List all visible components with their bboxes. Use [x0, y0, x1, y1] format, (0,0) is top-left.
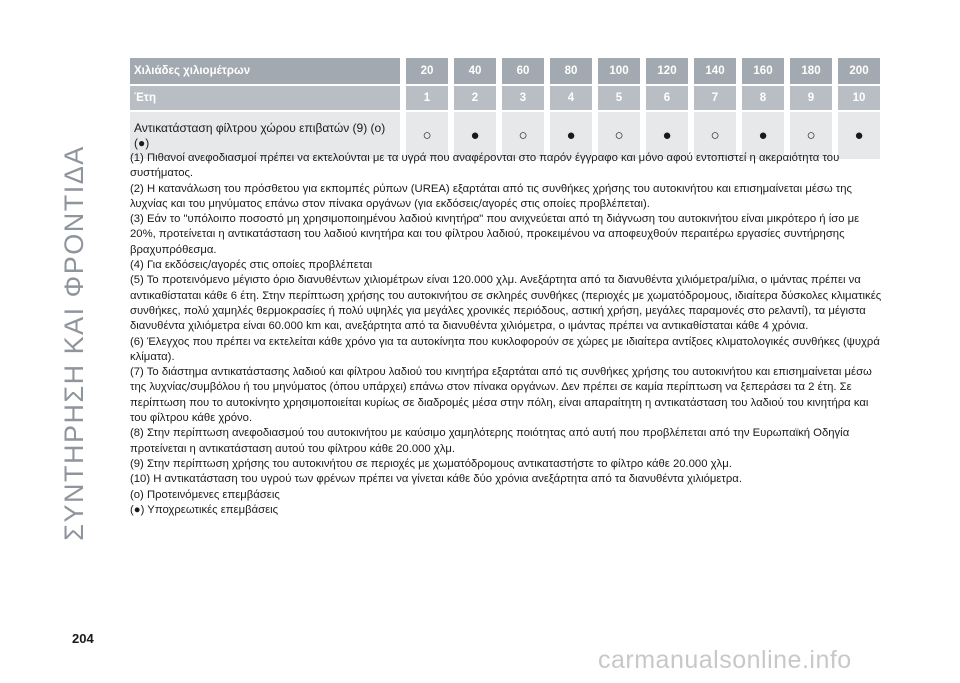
year-cell: 5	[592, 84, 640, 110]
mileage-cell: 120	[640, 58, 688, 84]
year-cell: 4	[544, 84, 592, 110]
service-mark: ●	[854, 127, 864, 144]
mileage-header-row	[130, 58, 880, 84]
mileage-cell: 80	[544, 58, 592, 84]
page-number: 204	[72, 631, 94, 646]
service-mark: ○	[422, 127, 432, 144]
mileage-cell: 60	[496, 58, 544, 84]
watermark: carmanualsonline.info	[598, 646, 852, 674]
service-mark: ●	[566, 127, 576, 144]
footnote: (ο) Προτεινόμενες επεμβάσεις	[130, 488, 280, 501]
years-label: Έτη	[130, 84, 400, 110]
year-cell: 1	[400, 84, 448, 110]
service-mark: ●	[758, 127, 768, 144]
year-cell: 8	[736, 84, 784, 110]
footnote: (4) Για εκδόσεις/αγορές στις οποίες προβλέπεται	[130, 259, 373, 272]
footnote: (●) Υποχρεωτικές επεμβάσεις	[130, 503, 279, 516]
mileage-cell: 40	[448, 58, 496, 84]
footnote: (10) Η αντικατάσταση του υγρού των φρένων πρέπει να γίνεται κάθε δύο χρόνια ανεξάρτητα από τα διανυθέντα χιλιόμετρα.	[130, 473, 742, 486]
mileage-cell: 180	[784, 58, 832, 84]
service-mark: ○	[518, 127, 528, 144]
year-cell: 3	[496, 84, 544, 110]
mileage-cell: 160	[736, 58, 784, 84]
service-mark: ●	[470, 127, 480, 144]
footnote: (6) Έλεγχος που πρέπει να εκτελείται κάθε χρόνο για τα αυτοκίνητα που κυκλοφορούν σε χώρες με ιδιαίτερα αντίξοες κλιματολογικές συνθήκες (ψυχρά κλίματα).	[130, 335, 880, 363]
service-mark: ○	[806, 127, 816, 144]
footnote: (5) Το προτεινόμενο μέγιστο όριο διανυθέντων χιλιομέτρων είναι 120.000 χλμ. Ανεξάρτητα από τα διανυθέντα χιλιόμετρα/μίλια, ο ιμάντας πρέπει να αντικαθίσταται κάθε 6 έτη. Στην περίπτωση χρήσης του αυτοκινήτου σε σκληρές συνθήκες (περιοχές με χωματόδρομους, ιδιαίτερα δύσκολες κλιματικές συνθήκες, πολύ χαμηλές θερμοκρασίες ή πολύ υψηλές για μεγάλες χρονικές περιόδους, αστική χρήση, μεγάλες παραμονές στο ρελαντί), τα μέγιστα διανυθέντα χιλιόμετρα είναι 60.000 km και, ανεξάρτητα από τα διανυθέντα χιλιόμετρα, ο ιμάντας πρέπει να αντικαθίσταται κάθε 4 χρόνια.	[130, 274, 882, 333]
mileage-cell: 200	[832, 58, 880, 84]
footnote: (2) Η κατανάλωση του πρόσθετου για εκπομπές ρύπων (UREA) εξαρτάται από τις συνθήκες χρήσης του αυτοκινήτου και επισημαίνεται μέσω της λυχνίας και του μηνύματος επάνω στον πίνακα οργάνων (για εκδόσεις/αγορές στις οποίες προβλέπεται).	[130, 182, 853, 210]
service-mark: ●	[662, 127, 672, 144]
year-cell: 10	[832, 84, 880, 110]
years-header-row	[130, 84, 880, 110]
service-mark: ○	[614, 127, 624, 144]
footnote: (1) Πιθανοί ανεφοδιασμοί πρέπει να εκτελούνται με τα υγρά που αναφέρονται στο παρόν έγγραφο και μόνο αφού εντοπιστεί η ακεραιότητα του συστήματος.	[130, 152, 840, 180]
mileage-label: Χιλιάδες χιλιομέτρων	[130, 58, 400, 84]
mileage-cell: 140	[688, 58, 736, 84]
footnote: (9) Στην περίπτωση χρήσης του αυτοκινήτου σε περιοχές με χωματόδρομους αντικαταστήστε το φίλτρο κάθε 20.000 χλμ.	[130, 457, 732, 470]
year-cell: 2	[448, 84, 496, 110]
footnotes	[130, 151, 882, 518]
mileage-cell: 100	[592, 58, 640, 84]
section-side-title: ΣΥΝΤΗΡΗΣΗ ΚΑΙ ΦΡΟΝΤΙΔΑ	[59, 145, 89, 541]
year-cell: 6	[640, 84, 688, 110]
mileage-cell: 20	[400, 58, 448, 84]
footnote: (8) Στην περίπτωση ανεφοδιασμού του αυτοκινήτου με καύσιμο χαμηλότερης ποιότητας από αυτή που προβλέπεται από την Ευρωπαϊκή Οδηγία προτείνεται η αντικατάσταση αυτού του φίλτρου κάθε 20.000 χλμ.	[130, 427, 850, 455]
year-cell: 9	[784, 84, 832, 110]
footnote: (3) Εάν το "υπόλοιπο ποσοστό μη χρησιμοποιημένου λαδιού κινητήρα" που ανιχνεύεται από τη διάγνωση του αυτοκινήτου είναι μικρότερο ή ίσο με 20%, προτείνεται η αντικατάσταση του λαδιού κινητήρα και του φίλτρου λαδιού, προκειμένου να αποφευχθούν περαιτέρω εργασίες συντήρησης βραχυπρόθεσμα.	[130, 213, 860, 256]
service-mark: ○	[710, 127, 720, 144]
footnote: (7) Το διάστημα αντικατάστασης λαδιού και φίλτρου λαδιού του κινητήρα εξαρτάται από τις συνθήκες χρήσης του αυτοκινήτου και επισημαίνεται μέσω της λυχνίας/συμβόλου ή του μηνύματος (όπου υπάρχει) επάνω στον πίνακα οργάνων. Δεν πρέπει σε καμία περίπτωση να ξεπεράσει τα 2 έτη. Σε περίπτωση που το αυτοκίνητο χρησιμοποιείται κυρίως σε διαδρομές μέσα στην πόλη, είναι απαραίτητη η αντικατάσταση του λαδιού του κινητήρα και του φίλτρου κάθε χρόνο.	[130, 366, 872, 425]
maintenance-table	[130, 58, 880, 159]
item-description: Αντικατάσταση φίλτρου χώρου επιβατών (9) (ο) (●)	[130, 110, 400, 159]
year-cell: 7	[688, 84, 736, 110]
